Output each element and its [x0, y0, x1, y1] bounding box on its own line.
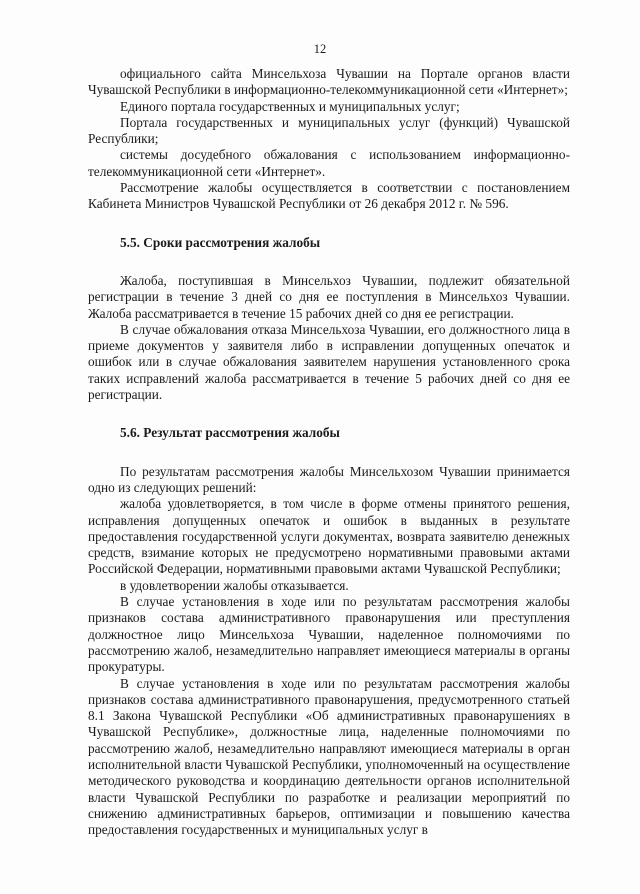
spacer — [88, 213, 570, 235]
spacer — [88, 403, 570, 425]
paragraph: Жалоба, поступившая в Минсельхоз Чувашии, подлежит обязательной регистрации в течение 3 дней со дня ее поступления в Минсельхоз Чувашии. Жалоба рассматривается в течение 15 рабочих дней со дня ее регистрации. — [88, 272, 570, 321]
section-heading-5-6: 5.6. Результат рассмотрения жалобы — [120, 425, 340, 441]
page-number: 12 — [313, 42, 327, 56]
paragraph: системы досудебного обжалования с использованием информационно-телекоммуникационной сети «Интернет». — [88, 147, 570, 179]
paragraph: В случае обжалования отказа Минсельхоза Чувашии, его должностного лица в приеме документов у заявителя либо в исправлении допущенных опечаток и ошибок или в случае обжалования заявителем нарушения установленного срока таких исправлений жалоба рассматривается в течение 5 рабочих дней со дня ее регистрации. — [88, 321, 570, 403]
paragraph: Рассмотрение жалобы осуществляется в соответствии с постановлением Кабинета Министров Чувашской Республики от 26 декабря 2012 г. № 596. — [88, 180, 570, 212]
paragraph: По результатам рассмотрения жалобы Минсельхозом Чувашии принимается одно из следующих решений: — [88, 463, 570, 495]
paragraph: жалоба удовлетворяется, в том числе в форме отмены принятого решения, исправления допущенных опечаток и ошибок в выданных в результате предоставления государственной услуги документах, возврата заявителю денежных средств, взимание которых не предусмотрено нормативными правовыми актами Российской Федерации, нормативными правовыми актами Чувашской Республики; — [88, 496, 570, 577]
spacer — [88, 251, 570, 273]
spacer — [88, 442, 570, 464]
section-heading-5-5: 5.5. Сроки рассмотрения жалобы — [120, 234, 321, 250]
paragraph: Единого портала государственных и муниципальных услуг; — [120, 98, 460, 114]
paragraph: В случае установления в ходе или по результатам рассмотрения жалобы признаков состава административного правонарушения или преступления должностное лицо Минсельхоза Чувашии, наделенное полномочиями по рассмотрению жалоб, незамедлительно направляет имеющиеся материалы в органы прокуратуры. — [88, 594, 570, 675]
paragraph: официального сайта Минсельхоза Чувашии на Портале органов власти Чувашской Республики в информационно-телекоммуникационной сети «Интернет»; — [88, 66, 570, 98]
paragraph: В случае установления в ходе или по результатам рассмотрения жалобы признаков состава административного правонарушения, предусмотренного статьей 8.1 Закона Чувашской Республики «Об административных правонарушениях в Чувашской Республике», должностные лица, наделенные полномочиями по рассмотрению жалоб, незамедлительно направляют имеющиеся материалы в орган исполнительной власти Чувашской Республики, уполномоченный на осуществление методического руководства и координацию деятельности органов исполнительной власти Чувашской Республики по разработке и реализации мероприятий по снижению административных барьеров, оптимизации и повышению качества предоставления государственных и муниципальных услуг в — [88, 675, 570, 838]
paragraph: Портала государственных и муниципальных услуг (функций) Чувашской Республики; — [88, 114, 570, 147]
document-body — [88, 66, 570, 838]
paragraph: в удовлетворении жалобы отказывается. — [120, 577, 349, 593]
